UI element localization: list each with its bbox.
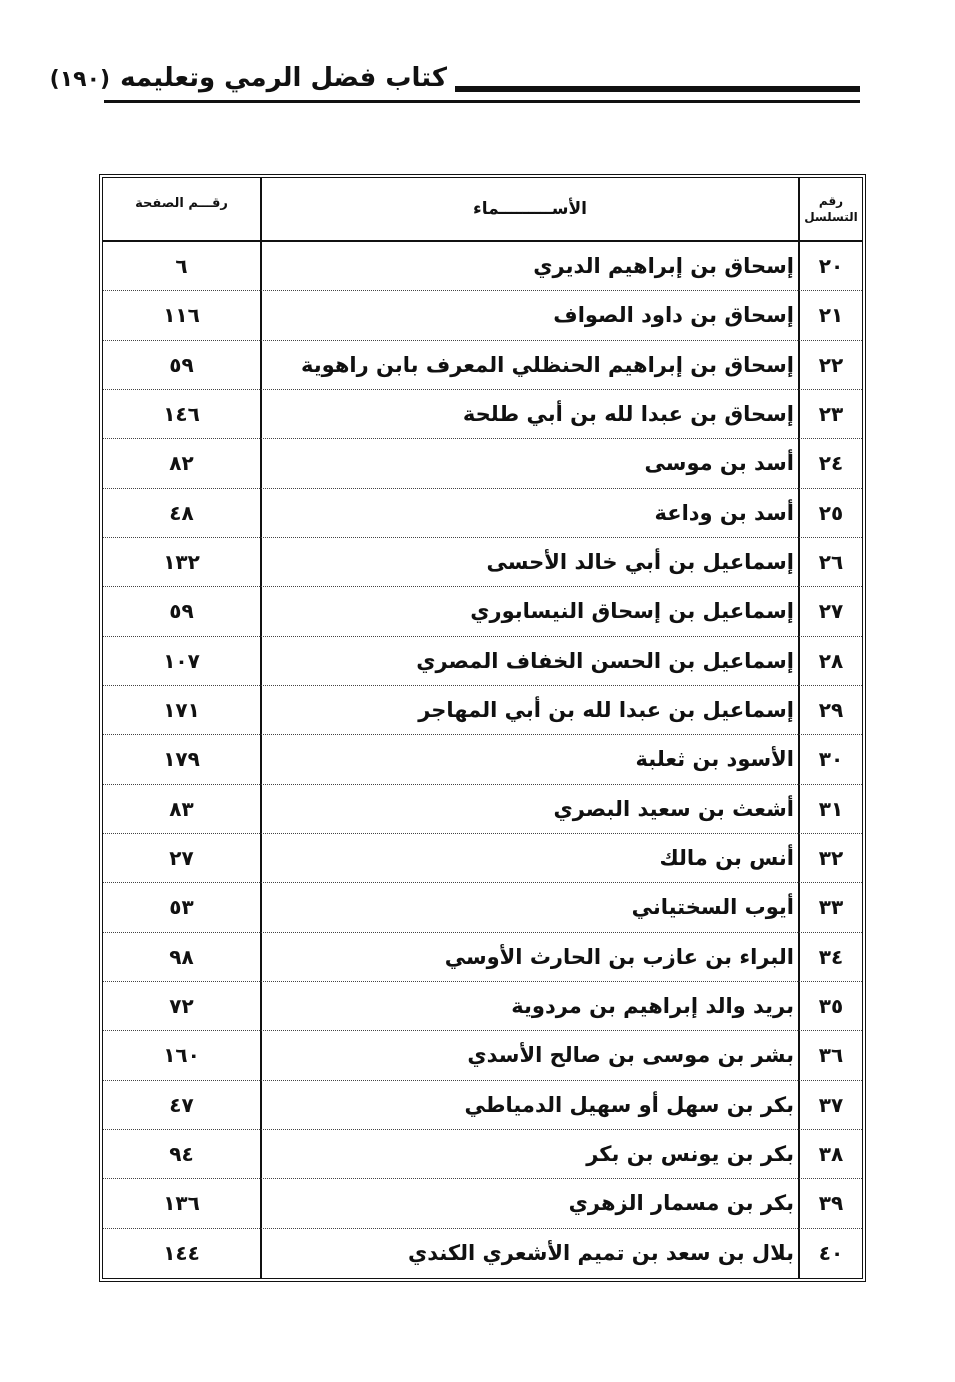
narrator-name-cell: أسد بن وداعة [260, 489, 798, 538]
narrator-name-cell: بكر بن يونس بن بكر [260, 1130, 798, 1179]
sequence-number-cell: ٤٠ [798, 1229, 862, 1278]
sequence-number-cell: ٣٣ [798, 883, 862, 932]
sequence-number-cell: ٢٣ [798, 390, 862, 439]
sequence-number-cell: ٢٤ [798, 439, 862, 488]
narrator-name-cell: بكر بن مسمار الزهري [260, 1179, 798, 1228]
page-number-cell: ٤٨ [103, 489, 260, 538]
sequence-number-cell: ٣٢ [798, 834, 862, 883]
narrator-name-cell: الأسود بن ثعلبة [260, 735, 798, 784]
sequence-number-cell: ٢٠ [798, 242, 862, 291]
narrator-name-cell: بلال بن سعد بن تميم الأشعري الكندي [260, 1229, 798, 1278]
sequence-number-cell: ٣٩ [798, 1179, 862, 1228]
sequence-number-cell: ٣٠ [798, 735, 862, 784]
page-number-cell: ١٣٢ [103, 538, 260, 587]
page-number-cell: ٤٧ [103, 1081, 260, 1130]
narrator-name-cell: إسماعيل بن الحسن الخفاف المصري [260, 637, 798, 686]
narrator-name-cell: البراء بن عازب بن الحارث الأوسي [260, 933, 798, 982]
narrator-name-cell: أنس بن مالك [260, 834, 798, 883]
page-number-cell: ٥٣ [103, 883, 260, 932]
page-number-cell: ٩٤ [103, 1130, 260, 1179]
sequence-number-cell: ٣٦ [798, 1031, 862, 1080]
header-rule-thin [104, 100, 860, 103]
sequence-number-cell: ٢١ [798, 291, 862, 340]
page-number-cell: ٨٣ [103, 785, 260, 834]
page-number-cell: ٩٨ [103, 933, 260, 982]
page-number-cell: ١٧١ [103, 686, 260, 735]
page-number-cell: ٥٩ [103, 341, 260, 390]
column-header-sequence-line1: رقم [818, 194, 844, 208]
narrator-name-cell: إسحاق بن داود الصواف [260, 291, 798, 340]
narrator-name-cell: أيوب السختياني [260, 883, 798, 932]
sequence-number-cell: ٣٧ [798, 1081, 862, 1130]
column-header-names: الأســـــــــماء [260, 178, 798, 242]
sequence-number-cell: ٣٨ [798, 1130, 862, 1179]
narrator-name-cell: إسحاق بن إبراهيم الحنظلي المعرف بابن راهوية [260, 341, 798, 390]
page-number-cell: ١٦٠ [103, 1031, 260, 1080]
page-number-cell: ٦ [103, 242, 260, 291]
page-number-cell: ١٤٤ [163, 1241, 200, 1266]
sequence-number-cell: ٢٨ [798, 637, 862, 686]
narrator-name-cell: إسحاق بن إبراهيم الديري [260, 242, 798, 291]
narrator-name-cell: أسد بن موسى [260, 439, 798, 488]
narrator-name-cell: بشر بن موسى بن صالح الأسدي [260, 1031, 798, 1080]
running-title [44, 58, 447, 98]
narrator-name-cell: بكر بن سهل أو سهيل الدمياطي [260, 1081, 798, 1130]
page-number-cell: ١١٦ [103, 291, 260, 340]
sequence-number-cell: ٣٤ [798, 933, 862, 982]
page-header [0, 0, 955, 120]
narrator-name-cell: إسحاق بن عبدا لله بن أبي طلحة [260, 390, 798, 439]
narrator-name-cell: إسماعيل بن عبدا لله بن أبي المهاجر [260, 686, 798, 735]
page-number-cell: ١٧٩ [103, 735, 260, 784]
column-header-sequence [798, 178, 862, 242]
column-header-sequence-line2: التسلسل [804, 210, 858, 224]
column-header-page: رقـــم الصفحة [103, 178, 260, 242]
header-rule-thick [455, 86, 860, 92]
page-number-cell: ٥٩ [103, 587, 260, 636]
page-number-cell: ٨٢ [103, 439, 260, 488]
sequence-number-cell: ٢٦ [798, 538, 862, 587]
sequence-number-cell: ٢٥ [798, 489, 862, 538]
page-number-cell: ١٣٦ [103, 1179, 260, 1228]
narrator-name-cell: إسماعيل بن أبي خالد الأحسى [260, 538, 798, 587]
names-index-table [99, 174, 866, 1282]
page-number-cell: ١٤٦ [103, 390, 260, 439]
sequence-number-cell: ٢٧ [798, 587, 862, 636]
page-number: (١٩٠) [49, 67, 111, 92]
book-title: كتاب فضل الرمي وتعليمه [120, 63, 447, 93]
sequence-number-cell: ٢٩ [798, 686, 862, 735]
narrator-name-cell: أشعث بن سعيد البصري [260, 785, 798, 834]
page-number-cell: ٢٧ [103, 834, 260, 883]
page-number-cell: ٧٢ [103, 982, 260, 1031]
sequence-number-cell: ٣٥ [798, 982, 862, 1031]
page-number-cell: ١٠٧ [103, 637, 260, 686]
sequence-number-cell: ٢٢ [798, 341, 862, 390]
sequence-number-cell: ٣١ [798, 785, 862, 834]
narrator-name-cell: بريد والد إبراهيم بن مردوية [260, 982, 798, 1031]
narrator-name-cell: إسماعيل بن إسحاق النيسابوري [260, 587, 798, 636]
